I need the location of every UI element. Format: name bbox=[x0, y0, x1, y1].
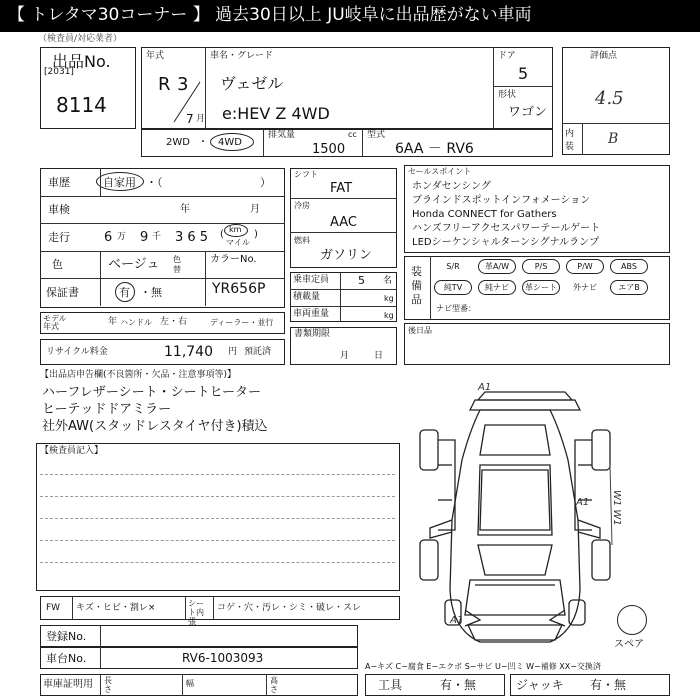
fw-label: FW bbox=[46, 603, 61, 613]
seller-note: ハーフレザーシート・シートヒーター bbox=[42, 385, 262, 400]
mileage-man: 6 bbox=[104, 230, 113, 245]
warranty-label: 保証書 bbox=[46, 286, 79, 299]
model-year-unit: 年 bbox=[108, 317, 118, 327]
chassis-number: RV6-1003093 bbox=[182, 651, 264, 665]
handle-label: ハンドル bbox=[120, 318, 152, 327]
interior-grade: B bbox=[608, 131, 619, 147]
mileage-mile: マイル bbox=[226, 238, 250, 247]
capacity-unit: 名 bbox=[383, 276, 393, 286]
weight-label: 車両重量 bbox=[293, 309, 330, 319]
seller-notes-title: 【出品店申告欄(不良箇所・欠品・注意事項等)】 bbox=[40, 370, 237, 380]
damage-mark: A1 bbox=[478, 382, 492, 393]
equip-abs: ABS bbox=[610, 259, 648, 274]
mileage-label: 走行 bbox=[48, 231, 70, 244]
recycle-unit: 円 bbox=[228, 347, 238, 357]
after-items-label: 後日品 bbox=[408, 326, 432, 335]
inspection-year: 年 bbox=[180, 204, 190, 215]
fw-text: キズ・ヒビ・割レ× bbox=[76, 603, 156, 613]
score-value: 4.5 bbox=[595, 88, 624, 109]
color-value: ベージュ bbox=[108, 257, 160, 272]
load-kg: kg bbox=[384, 294, 394, 303]
sales-point: LEDシーケンシャルターンシグナルランプ bbox=[412, 237, 600, 248]
history-value: 自家用 bbox=[103, 176, 136, 189]
body-shape: ワゴン bbox=[508, 105, 548, 120]
equip-sr: S/R bbox=[434, 259, 472, 274]
model-label: 型式 bbox=[367, 130, 386, 140]
equipment-label: 装備品 bbox=[411, 265, 422, 306]
seat-text: コゲ・穴・汚レ・シミ・破レ・スレ bbox=[217, 603, 362, 613]
chassis-label: 車台No. bbox=[46, 652, 87, 665]
seller-note: ヒーテッドドアミラー bbox=[42, 402, 172, 417]
side-note: W1 W1 bbox=[611, 490, 622, 526]
sales-point: ホンダセンシング bbox=[412, 181, 491, 192]
fuel-label: 燃料 bbox=[294, 236, 310, 245]
model-year-label: モデル年式 bbox=[43, 314, 67, 331]
period-month: 月 bbox=[340, 351, 350, 361]
navi-model-label: ナビ型番： bbox=[436, 304, 476, 313]
tools-label: 工具 bbox=[378, 678, 403, 692]
drive-2wd: 2WD bbox=[166, 137, 190, 148]
load-label: 積載量 bbox=[293, 292, 321, 302]
year-month: 7 bbox=[186, 112, 194, 126]
history-close: ） bbox=[260, 176, 271, 189]
door-count: 5 bbox=[518, 64, 529, 83]
inspector-note: （検査員/対応業者） bbox=[38, 34, 123, 44]
tools-value: 有・無 bbox=[440, 678, 477, 692]
mileage-rest: 3 6 5 bbox=[175, 230, 209, 245]
model-code: 6AA － RV6 bbox=[395, 141, 474, 157]
handle-value: 左・右 bbox=[160, 317, 188, 327]
recycle-amount: 11,740 bbox=[164, 344, 213, 360]
lot-label: 出品No. bbox=[52, 52, 111, 71]
sales-point: Honda CONNECT for Gathers bbox=[412, 209, 557, 220]
colorno-label: カラーNo. bbox=[210, 254, 257, 265]
inspection-label: 車検 bbox=[48, 203, 70, 216]
cert-height: 高さ bbox=[270, 676, 278, 694]
score-label: 評価点 bbox=[590, 51, 618, 61]
lot-number: 8114 bbox=[56, 93, 107, 117]
car-damage-diagram bbox=[400, 370, 630, 655]
colorno-value: YR656P bbox=[212, 281, 266, 297]
equip-aftermarket-navi: 外ナビ bbox=[566, 280, 604, 295]
capacity-value: 5 bbox=[358, 274, 365, 287]
mileage-sen-unit: 千 bbox=[152, 232, 162, 242]
damage-mark: A1 bbox=[576, 497, 590, 508]
equip-ps: P/S bbox=[522, 259, 560, 274]
equip-pw: P/W bbox=[566, 259, 604, 274]
equip-leather-seat: 革シート bbox=[522, 280, 560, 295]
ac-label: 冷房 bbox=[294, 201, 310, 210]
displacement-label: 排気量 bbox=[268, 130, 296, 140]
warranty-yes: 有 bbox=[119, 286, 130, 299]
equip-genuine-tv: 純TV bbox=[434, 280, 472, 295]
year-number: 3 bbox=[177, 74, 189, 95]
mileage-sen: 9 bbox=[140, 230, 149, 245]
warranty-no: ・無 bbox=[140, 286, 162, 299]
vehicle-grade: e:HEV Z 4WD bbox=[222, 104, 330, 123]
equip-genuine-navi: 純ナビ bbox=[478, 280, 516, 295]
interior-label: 内装 bbox=[565, 129, 575, 152]
mileage-km: km bbox=[229, 225, 242, 234]
damage-mark: A1 bbox=[450, 615, 464, 626]
name-label: 車名・グレード bbox=[210, 51, 274, 61]
equip-airbag: エアB bbox=[610, 280, 648, 295]
drive-4wd: 4WD bbox=[218, 137, 242, 148]
history-label: 車歴 bbox=[48, 176, 70, 189]
weight-kg: kg bbox=[384, 311, 394, 320]
fuel-value: ガソリン bbox=[320, 248, 373, 263]
color-change: 色替 bbox=[173, 255, 181, 274]
registration-row bbox=[40, 625, 358, 647]
shift-label: シフト bbox=[294, 170, 318, 179]
inspection-month: 月 bbox=[250, 204, 260, 215]
seller-note: 社外AW(スタッドレスタイヤ付き)積込 bbox=[42, 419, 268, 434]
registration-label: 登録No. bbox=[46, 630, 87, 643]
mileage-paren-open: ( bbox=[220, 229, 224, 240]
inspector-title: 【検査員記入】 bbox=[40, 446, 104, 456]
recycle-label: リサイクル料金 bbox=[46, 347, 108, 357]
seat-label: シート内張 bbox=[188, 599, 204, 626]
sales-point: ブラインドスポットインフォメーション bbox=[412, 195, 591, 206]
shift-value: FAT bbox=[330, 181, 353, 196]
shape-label: 形状 bbox=[498, 90, 517, 100]
year-month-unit: 月 bbox=[196, 114, 206, 124]
ac-value: AAC bbox=[330, 215, 357, 230]
banner-text: 【 トレタマ30コーナー 】 過去30日以上 JU岐阜に出品歴がない車両 bbox=[8, 5, 532, 25]
displacement-value: 1500 bbox=[312, 142, 346, 157]
sales-point: ハンズフリーアクセスパワーテールゲート bbox=[412, 223, 601, 234]
after-items-box bbox=[404, 323, 670, 365]
year-label: 年式 bbox=[146, 51, 165, 61]
dealer-label: ディーラー・並行 bbox=[210, 318, 274, 327]
color-label: 色 bbox=[52, 258, 63, 271]
inspector-box bbox=[36, 443, 400, 591]
cert-width: 幅 bbox=[186, 679, 194, 688]
equip-leather-aw: 革A/W bbox=[478, 259, 516, 274]
mileage-paren-close: ) bbox=[254, 229, 258, 240]
jack-label: ジャッキ bbox=[516, 678, 564, 692]
door-label: ドア bbox=[498, 51, 516, 61]
lot-sub: [2031] bbox=[44, 67, 74, 77]
vehicle-name: ヴェゼル bbox=[220, 74, 284, 93]
damage-legend: A−キズ C−腐食 E−エクボ S−サビ U−凹ミ W−補修 XX−交換済 bbox=[365, 662, 601, 671]
sales-title: セールスポイント bbox=[408, 167, 472, 176]
garage-cert-label: 車庫証明用 bbox=[43, 679, 93, 690]
capacity-label: 乗車定員 bbox=[293, 275, 330, 285]
period-day: 日 bbox=[374, 351, 384, 361]
drive-separator: ・ bbox=[198, 137, 208, 148]
period-label: 書類期限 bbox=[294, 329, 331, 339]
mileage-man-unit: 万 bbox=[117, 232, 127, 242]
recycle-note: 預託済 bbox=[244, 347, 272, 357]
cert-length: 長さ bbox=[104, 676, 112, 694]
jack-value: 有・無 bbox=[590, 678, 627, 692]
history-rest: ・（ bbox=[146, 176, 163, 189]
spare-label: スペア bbox=[614, 639, 644, 650]
displacement-cc: cc bbox=[348, 130, 357, 139]
year-era: R bbox=[158, 74, 171, 95]
